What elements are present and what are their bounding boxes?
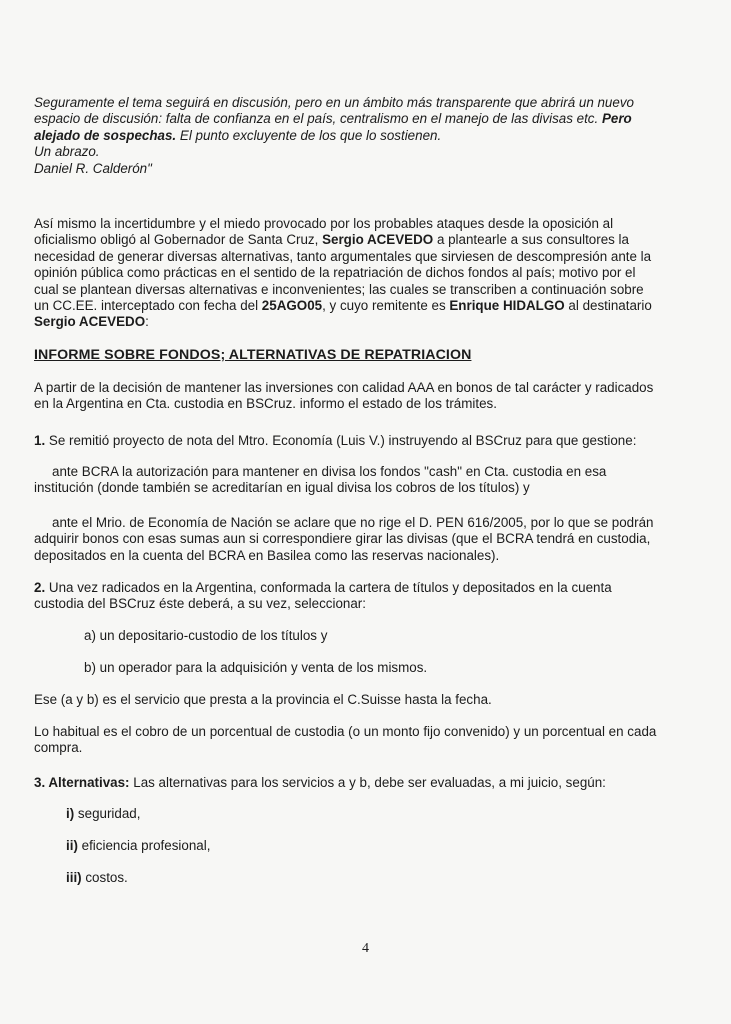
- intro-line-2-b: a plantearle a sus consultores la: [436, 232, 629, 248]
- item-2-option-a: a) un depositario-custodio de los títulos y: [84, 628, 328, 643]
- item-1: [34, 433, 714, 449]
- item-1-line: [34, 433, 714, 449]
- intro-line-2: [34, 232, 714, 248]
- item-2-line-2: custodia del BSCruz éste deberá, a su vez, seleccionar:: [34, 596, 366, 612]
- item-3-criterion-i: [66, 806, 731, 822]
- paragraph-2: Ese (a y b) es el servicio que presta a la provincia el C.Suisse hasta la fecha.: [34, 692, 492, 707]
- quote-line-3-text: El punto excluyente de los que lo sostienen.: [179, 127, 442, 143]
- item-1-b-line-2: adquirir bonos con esas sumas aun si correspondiere girar las divisas (que el BCRA tendrá en custodia,: [34, 531, 651, 547]
- intro-line-6: [34, 298, 714, 314]
- item-3-criterion-ii: [66, 838, 731, 854]
- intro-line-7: [34, 314, 714, 330]
- intro-line-5: cual se plantean diversas alternativas e inconvenientes; las cuales se transcriben a continuación sobre: [34, 281, 644, 297]
- item-3-text: Las alternativas para los servicios a y b, debe ser evaluadas, a mi juicio, según:: [133, 775, 606, 790]
- item-2-line-1-text: Una vez radicados en la Argentina, conformada la cartera de títulos y depositados en la cuenta: [48, 580, 612, 595]
- item-1-a-line-2: institución (donde también se acreditarían en igual divisa los cobros de los títulos) y: [34, 480, 530, 496]
- item-1-text: Se remitió proyecto de nota del Mtro. Economía (Luis V.) instruyendo al BSCruz para que gestione:: [48, 433, 637, 448]
- criterion-ii-number: ii): [66, 838, 78, 853]
- intro-date: 25AGO05: [261, 298, 323, 314]
- quote-signature: Daniel R. Calderón": [34, 160, 152, 176]
- intro-name-acevedo: Sergio ACEVEDO: [322, 232, 434, 248]
- paragraph-3-line-2: compra.: [34, 740, 83, 756]
- item-3: [34, 775, 714, 791]
- criterion-i-text: seguridad,: [77, 806, 141, 821]
- criterion-iii-number: iii): [66, 870, 82, 885]
- section-heading: INFORME SOBRE FONDOS; ALTERNATIVAS DE REPATRIACION: [34, 347, 472, 363]
- quote-line-2: [34, 111, 714, 127]
- quote-bold-pero: Pero: [601, 111, 632, 127]
- quote-line-3: [34, 128, 714, 144]
- intro-recipient: Sergio ACEVEDO: [34, 314, 146, 330]
- intro-sender: Enrique HIDALGO: [449, 298, 565, 314]
- quote-line-2-text: espacio de discusión: falta de confianza en el país, centralismo en el manejo de las divisas etc.: [34, 111, 599, 127]
- item-1-b-line-3: depositados en la cuenta del BCRA en Basilea como las reservas nacionales).: [34, 547, 500, 563]
- quote-paragraph: [34, 95, 714, 177]
- criterion-ii-text: eficiencia profesional,: [81, 838, 211, 853]
- quote-bold-alejado: alejado de sospechas.: [34, 127, 177, 143]
- intro-line-3: necesidad de generar diversas alternativas, tanto argumentales que sirviesen de descompresión ante la: [34, 248, 652, 264]
- paragraph-1-line-1: A partir de la decisión de mantener las inversiones con calidad AAA en bonos de tal carácter y radicados: [34, 380, 654, 395]
- intro-line-6-c: al destinatario: [568, 298, 652, 314]
- quote-line-1: Seguramente el tema seguirá en discusión, pero en un ámbito más transparente que abrirá un nuevo: [34, 95, 634, 110]
- criterion-iii-text: costos.: [85, 870, 128, 885]
- item-2-option-b: b) un operador para la adquisición y venta de los mismos.: [84, 660, 428, 675]
- item-2: [34, 580, 714, 613]
- paragraph-1-line-2: en la Argentina en Cta. custodia en BSCruz. informo el estado de los trámites.: [34, 396, 497, 412]
- intro-line-2-a: oficialismo obligó al Gobernador de Santa Cruz,: [34, 232, 319, 248]
- intro-paragraph: [34, 216, 714, 331]
- item-1-b-line-1: ante el Mrio. de Economía de Nación se aclare que no rige el D. PEN 616/2005, por lo que se podrán: [52, 515, 654, 530]
- intro-colon: :: [145, 314, 149, 330]
- criterion-i-number: i): [66, 806, 75, 821]
- item-1-subpoint-b: [34, 515, 714, 564]
- paragraph-3: [34, 724, 714, 757]
- paragraph-1: [34, 380, 714, 413]
- intro-line-6-b: , y cuyo remitente es: [322, 298, 446, 314]
- item-3-line: [34, 775, 714, 791]
- intro-line-6-a: un CC.EE. interceptado con fecha del: [34, 298, 259, 314]
- page-number: 4: [362, 941, 369, 956]
- item-3-criterion-iii: [66, 870, 731, 886]
- item-2-line-1: [34, 580, 714, 596]
- item-1-number: 1.: [34, 433, 46, 448]
- intro-line-4: opinión pública como prácticas en el sentido de la repatriación de dichos fondos al país; motivo por el: [34, 265, 636, 281]
- item-3-label: 3. Alternativas:: [34, 775, 130, 790]
- quote-line-4: Un abrazo.: [34, 144, 100, 160]
- paragraph-3-line-1: Lo habitual es el cobro de un porcentual de custodia (o un monto fijo convenido) y un porcentual en cada: [34, 724, 657, 739]
- intro-line-1: Así mismo la incertidumbre y el miedo provocado por los probables ataques desde la oposición al: [34, 216, 614, 231]
- item-1-a-line-1: ante BCRA la autorización para mantener en divisa los fondos "cash" en Cta. custodia en esa: [52, 464, 607, 479]
- item-2-number: 2.: [34, 580, 46, 595]
- item-1-subpoint-a: [34, 464, 714, 497]
